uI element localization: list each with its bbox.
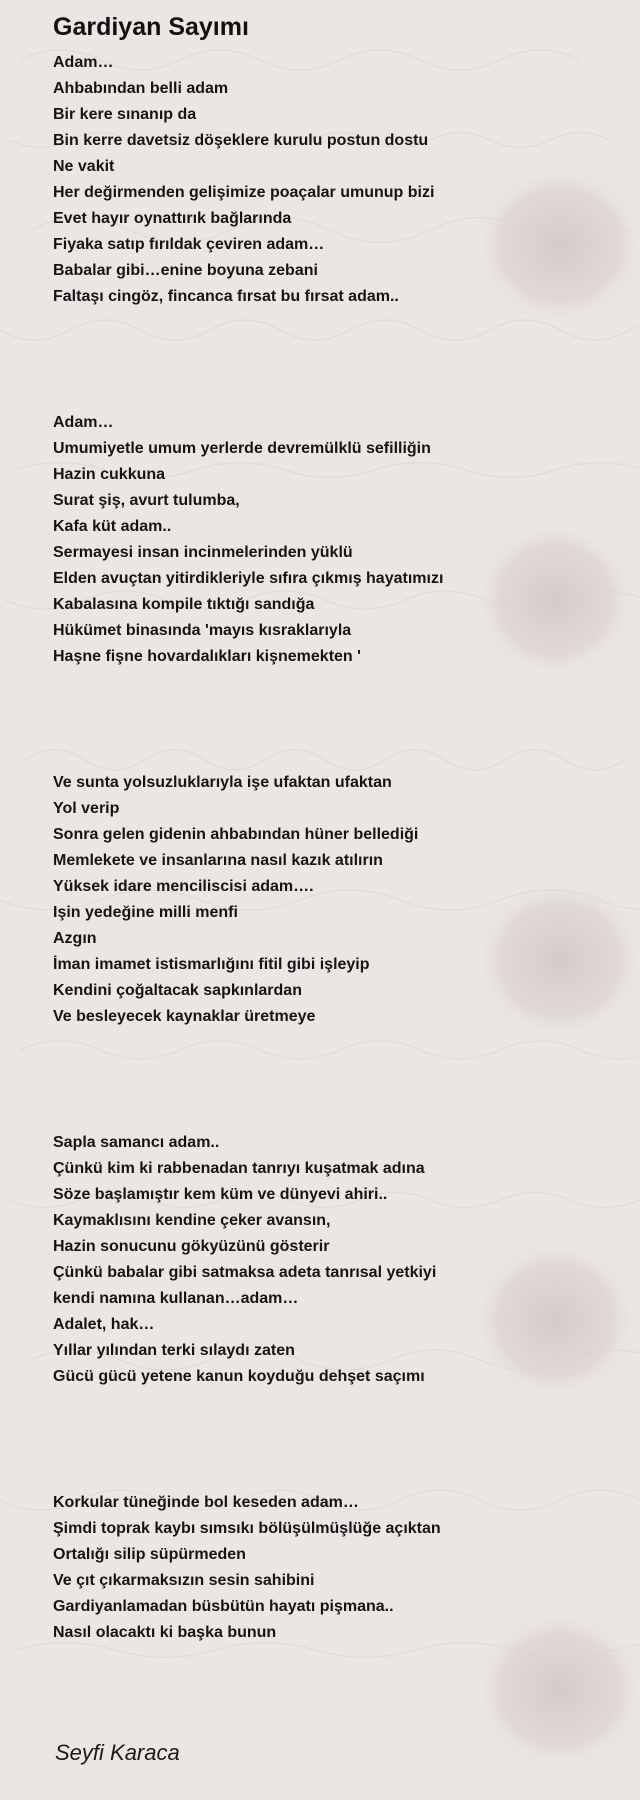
poem-line: Haşne fişne hovardalıkları kişnemekten ' [53,648,361,665]
poem-title: Gardiyan Sayımı [53,13,249,41]
poem-line: Hazin sonucunu gökyüzünü gösterir [53,1238,330,1255]
poem-line: Çünkü babalar gibi satmaksa adeta tanrısal yetkiyi [53,1264,437,1281]
poem-line: Bir kere sınanıp da [53,106,197,123]
poem-line: Ahbabından belli adam [53,80,229,97]
poem-line: Kabalasına kompile tıktığı sandığa [53,596,315,613]
stanza-1 [53,50,434,310]
poem-line: Işin yedeğine milli menfi [53,904,238,921]
stanza-3 [53,770,418,1030]
poem-line: Faltaşı cingöz, fincanca fırsat bu fırsat adam.. [53,288,399,305]
poem-line: Korkular tüneğinde bol keseden adam… [53,1494,359,1511]
poem-line: Bin kerre davetsiz döşeklere kurulu postun dostu [53,132,429,149]
poem-line: Adam… [53,414,114,431]
poem-line: Ne vakit [53,158,115,175]
poem-line: Yüksek idare menciliscisi adam…. [53,878,314,895]
poem-line: Gücü gücü yetene kanun koyduğu dehşet saçımı [53,1368,425,1385]
poem-line: Ve sunta yolsuzluklarıyla işe ufaktan ufaktan [53,774,392,791]
poem-line: Çünkü kim ki rabbenadan tanrıyı kuşatmak adına [53,1160,425,1177]
poem-line: İman imamet istismarlığını fitil gibi işleyip [53,956,370,973]
poem-line: Ve besleyecek kaynaklar üretmeye [53,1008,316,1025]
poem-line: Elden avuçtan yitirdikleriyle sıfıra çıkmış hayatımızı [53,570,444,587]
poem-line: Kafa küt adam.. [53,518,172,535]
poem-line: Gardiyanlamadan büsbütün hayatı pişmana.. [53,1598,394,1615]
poem-line: Ve çıt çıkarmaksızın sesin sahibini [53,1572,315,1589]
poem-line: Azgın [53,930,97,947]
poem-line: Fiyaka satıp fırıldak çeviren adam… [53,236,325,253]
poem-line: Kaymaklısını kendine çeker avansın, [53,1212,331,1229]
stanza-5 [53,1490,441,1646]
poem-line: Nasıl olacaktı ki başka bunun [53,1624,277,1641]
poem-line: Sapla samancı adam.. [53,1134,220,1151]
poem-line: Evet hayır oynattırık bağlarında [53,210,292,227]
poem-line: Umumiyetle umum yerlerde devremülklü sefilliğin [53,440,431,457]
poem-line: Yol verip [53,800,120,817]
poem-line: Memlekete ve insanlarına nasıl kazık atılırın [53,852,383,869]
poem-line: Söze başlamıştır kem küm ve dünyevi ahiri.. [53,1186,388,1203]
poem-line: Şimdi toprak kaybı sımsıkı bölüşülmüşlüğe açıktan [53,1520,441,1537]
poem-line: Yıllar yılından terki sılaydı zaten [53,1342,295,1359]
stanza-2 [53,410,443,670]
poem-line: Kendini çoğaltacak sapkınlardan [53,982,302,999]
poem-line: Surat şiş, avurt tulumba, [53,492,240,509]
poem-line: Hazin cukkuna [53,466,166,483]
poem-line: Sonra gelen gidenin ahbabından hüner bellediği [53,826,419,843]
poem-line: Adam… [53,54,114,71]
poem-line: Babalar gibi…enine boyuna zebani [53,262,318,279]
poem-author: Seyfi Karaca [55,1740,180,1765]
poem-line: Sermayesi insan incinmelerinden yüklü [53,544,353,561]
stanza-4 [53,1130,436,1390]
poem-line: Ortalığı silip süpürmeden [53,1546,246,1563]
poem-line: Adalet, hak… [53,1316,155,1333]
poem-line: kendi namına kullanan…adam… [53,1290,299,1307]
poem-line: Hükümet binasında 'mayıs kısraklarıyla [53,622,352,639]
poem-line: Her değirmenden gelişimize poaçalar umunup bizi [53,184,435,201]
